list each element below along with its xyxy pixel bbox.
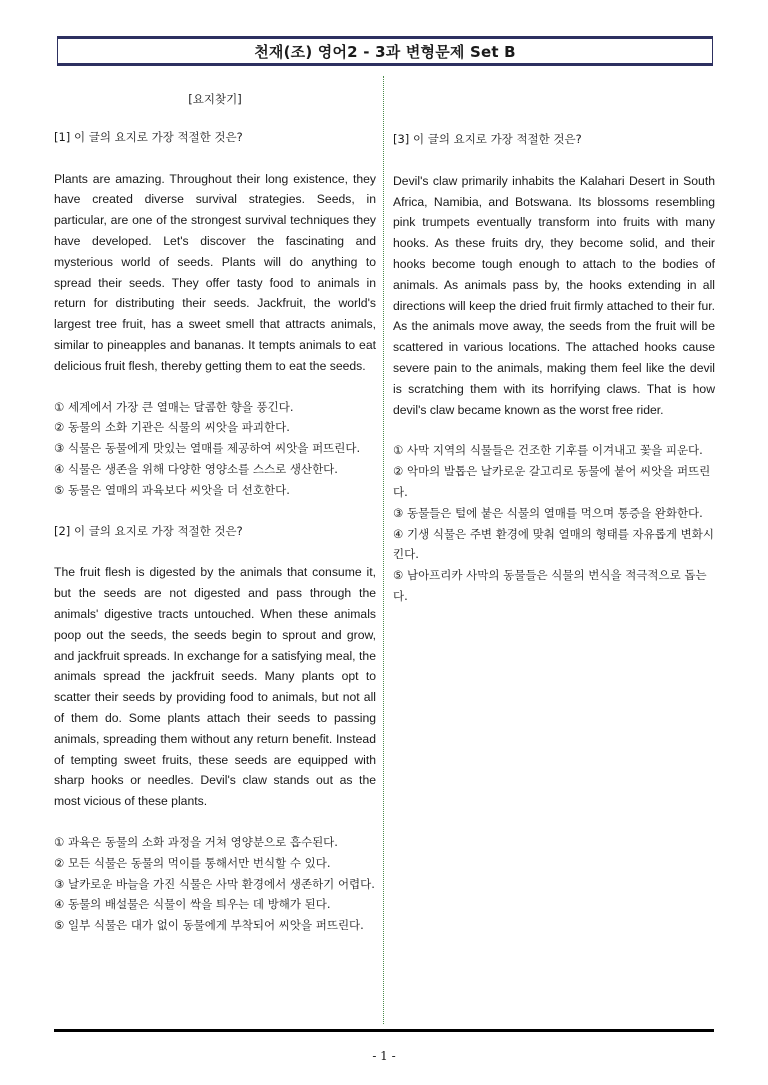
question-3-choices [393,440,715,606]
page-header [57,36,713,66]
left-column [54,85,376,936]
choice-item: ② 동물의 소화 기관은 식물의 씨앗을 파괴한다. [54,420,290,435]
choice-item: ④ 기생 식물은 주변 환경에 맞춰 열매의 형태를 자유롭게 변화시킨다. [393,526,714,562]
page-title: 천재(조) 영어2 - 3과 변형문제 Set B [254,42,516,61]
choice-item: ④ 식물은 생존을 위해 다양한 영양소를 스스로 생산한다. [54,461,338,476]
question-3-prompt: [3] 이 글의 요지로 가장 적절한 것은? [393,132,582,146]
choice-item: ② 모든 식물은 동물의 먹이를 통해서만 번식할 수 있다. [54,855,331,870]
question-1-passage: Plants are amazing. Throughout their long existence, they have created diverse survival strategies. Seeds, in particular, are one of the strongest survival techniques they have developed. Let's discover the fascinating and mysterious world of seeds. Plants will do anything to spread their seeds. They offer tasty food to animals in return for distributing their seeds. Jackfruit, the world's largest tree fruit, has a sweet smell that attracts animals, similar to pineapples and bananas. It tempts animals to eat delicious fruit flesh, thereby getting them to eat the seeds. [54,171,376,373]
footer-rule [54,1029,714,1032]
choice-item: ① 세계에서 가장 큰 열매는 달콤한 향을 풍긴다. [54,399,294,414]
page-number: - 1 - [372,1049,396,1063]
question-1-prompt: [1] 이 글의 요지로 가장 적절한 것은? [54,129,243,144]
choice-item: ③ 날카로운 바늘을 가진 식물은 사막 환경에서 생존하기 어렵다. [54,876,375,891]
question-2-prompt: [2] 이 글의 요지로 가장 적절한 것은? [54,523,243,538]
choice-item: ⑤ 동물은 열매의 과육보다 씨앗을 더 선호한다. [54,482,290,497]
question-3-passage: Devil's claw primarily inhabits the Kalahari Desert in South Africa, Namibia, and Botswana. Its blossoms resembling pink trumpets eventually transform into fruits with many hooks. As these fruits dry, they become solid, and their hooks become tough enough to attach to the bodies of animals. As animals pass by, the hooks extending in all directions will keep the dried fruit firmly attached to their fur. As the animals move away, the seeds from the fruit will be scattered in various locations. The attached hooks cause severe pain to the animals, making them feel like the devil is scratching them with its horrifying claws. That is how devil's claw became known as the worst free rider. [393,173,715,417]
choice-item: ⑤ 일부 식물은 대가 없이 동물에게 부착되어 씨앗을 퍼뜨린다. [54,918,364,933]
question-1-choices [54,397,376,501]
choice-item: ③ 식물은 동물에게 맛있는 열매를 제공하여 씨앗을 퍼뜨린다. [54,441,361,456]
question-2-passage: The fruit flesh is digested by the animals that consume it, but the seeds are not digested and pass through the animals' digestive tracts untouched. When these animals poop out the seeds, the seeds begin to sprout and grow, and jackfruit spreads. In exchange for a satisfying meal, the animals spread the jackfruit seeds. Many plants opt to scatter their seeds by providing food to animals, but not all of them do. Some plants attach their seeds to passing animals, spreading them without any return benefit. Instead of tempting sweet fruits, these seeds are equipped with sharp hooks or needles. Devil's claw stands out as the most vicious of these plants. [54,565,376,809]
section-label: [요지찾기] [188,92,242,106]
choice-item: ② 악마의 발톱은 날카로운 갈고리로 동물에 붙어 씨앗을 퍼뜨린다. [393,464,711,499]
column-divider [383,76,384,1024]
question-2-choices [54,832,376,936]
choice-item: ③ 동물들은 털에 붙은 식물의 열매를 먹으며 통증을 완화한다. [393,505,703,520]
choice-item: ① 과육은 동물의 소화 과정을 거쳐 영양분으로 흡수된다. [54,834,338,849]
choice-item: ⑤ 남아프리카 사막의 동물들은 식물의 번식을 적극적으로 돕는다. [393,568,707,603]
choice-item: ① 사막 지역의 식물들은 건조한 기후를 이겨내고 꽃을 피운다. [393,443,703,458]
choice-item: ④ 동물의 배설물은 식물이 싹을 틔우는 데 방해가 된다. [54,897,331,912]
right-column [393,129,715,607]
